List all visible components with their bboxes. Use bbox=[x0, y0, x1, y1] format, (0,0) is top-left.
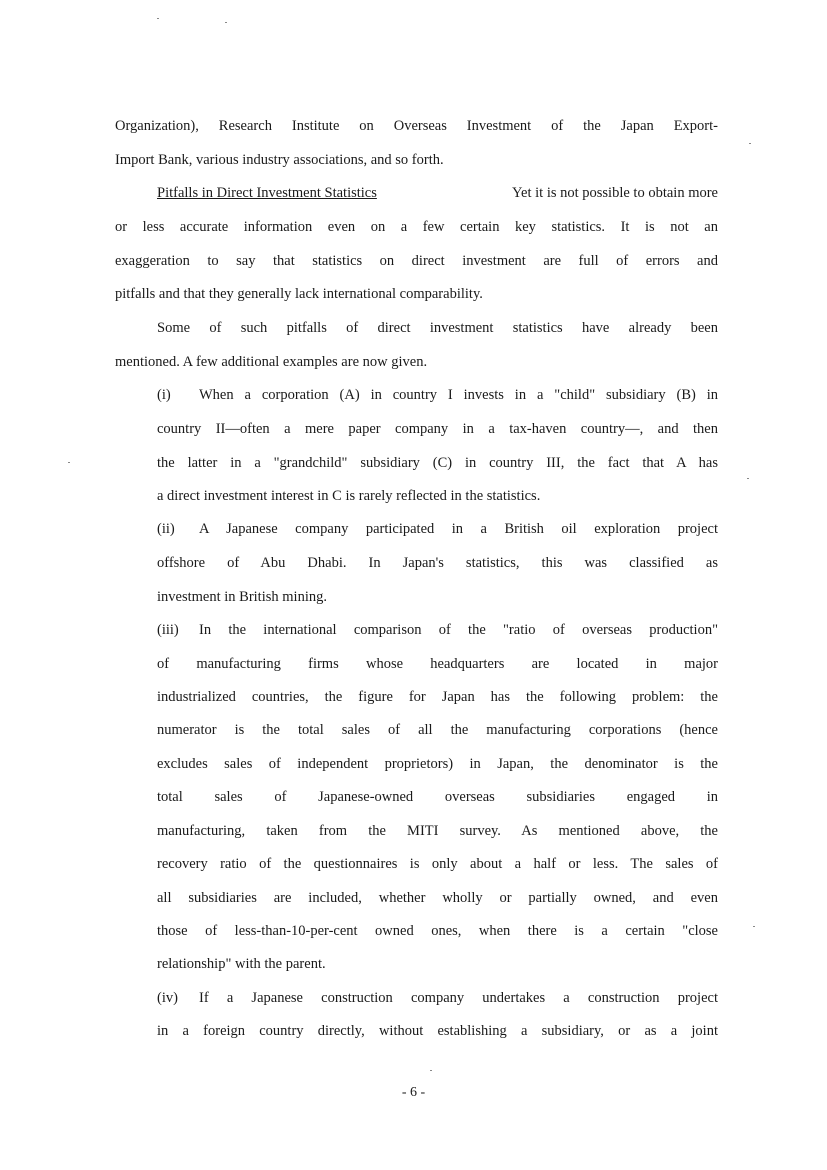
paragraph-line: mentioned. A few additional examples are now given. bbox=[115, 354, 428, 370]
list-item-label: (iii) bbox=[157, 622, 179, 638]
list-item-first-line bbox=[157, 620, 718, 640]
section-heading: Pitfalls in Direct Investment Statistics bbox=[157, 185, 377, 201]
paragraph-line: manufacturing, taken from the MITI survey. As mentioned above, the bbox=[157, 823, 718, 839]
paragraph-line: recovery ratio of the questionnaires is only about a half or less. The sales of bbox=[157, 856, 718, 872]
paragraph-line: all subsidiaries are included, whether wholly or partially owned, and even bbox=[157, 890, 718, 906]
paragraph-line: in a foreign country directly, without establishing a subsidiary, or as a joint bbox=[157, 1023, 718, 1039]
list-item-label: (ii) bbox=[157, 521, 175, 537]
paragraph-line: A Japanese company participated in a British oil exploration project bbox=[199, 521, 718, 537]
paragraph-line: excludes sales of independent proprietors) in Japan, the denominator is the bbox=[157, 756, 718, 772]
paragraph-line: numerator is the total sales of all the manufacturing corporations (hence bbox=[157, 722, 718, 738]
paragraph-line: those of less-than-10-per-cent owned ones, when there is a certain "close bbox=[157, 923, 718, 939]
paragraph-line: Yet it is not possible to obtain more bbox=[512, 185, 718, 201]
scan-speck bbox=[749, 143, 751, 144]
paragraph-line: offshore of Abu Dhabi. In Japan's statistics, this was classified as bbox=[157, 555, 718, 571]
scan-speck bbox=[747, 478, 749, 479]
list-item-label: (iv) bbox=[157, 990, 178, 1006]
paragraph-first-line bbox=[157, 183, 718, 203]
paragraph-line: Import Bank, various industry associations, and so forth. bbox=[115, 152, 444, 168]
scan-speck bbox=[225, 22, 227, 23]
scan-speck bbox=[68, 462, 70, 463]
paragraph-line: total sales of Japanese-owned overseas subsidiaries engaged in bbox=[157, 789, 718, 805]
paragraph-line: of manufacturing firms whose headquarters are located in major bbox=[157, 656, 718, 672]
paragraph-line: or less accurate information even on a few certain key statistics. It is not an bbox=[115, 219, 718, 235]
paragraph-line: If a Japanese construction company undertakes a construction project bbox=[199, 990, 718, 1006]
list-item-label: (i) bbox=[157, 387, 171, 403]
paragraph-line: When a corporation (A) in country I invests in a "child" subsidiary (B) in bbox=[199, 387, 718, 403]
paragraph-line: In the international comparison of the "ratio of overseas production" bbox=[199, 622, 718, 638]
list-item-first-line bbox=[157, 519, 718, 539]
paragraph-line: Organization), Research Institute on Overseas Investment of the Japan Export- bbox=[115, 118, 718, 134]
paragraph-line: industrialized countries, the figure for Japan has the following problem: the bbox=[157, 689, 718, 705]
paragraph-line: country II—often a mere paper company in a tax-haven country—, and then bbox=[157, 421, 718, 437]
paragraph-line: exaggeration to say that statistics on direct investment are full of errors and bbox=[115, 253, 718, 269]
paragraph-line: the latter in a "grandchild" subsidiary (C) in country III, the fact that A has bbox=[157, 455, 718, 471]
paragraph-line: relationship" with the parent. bbox=[157, 956, 326, 972]
page-number: - 6 - bbox=[401, 1085, 426, 1100]
scan-speck bbox=[753, 926, 755, 927]
scan-speck bbox=[430, 1070, 432, 1071]
paragraph-line: Some of such pitfalls of direct investment statistics have already been bbox=[157, 320, 718, 336]
scan-speck bbox=[157, 18, 159, 19]
paragraph-line: investment in British mining. bbox=[157, 589, 327, 605]
list-item-first-line bbox=[157, 385, 718, 405]
paragraph-line: a direct investment interest in C is rarely reflected in the statistics. bbox=[157, 488, 541, 504]
list-item-first-line bbox=[157, 988, 718, 1008]
paragraph-line: pitfalls and that they generally lack international comparability. bbox=[115, 286, 483, 302]
